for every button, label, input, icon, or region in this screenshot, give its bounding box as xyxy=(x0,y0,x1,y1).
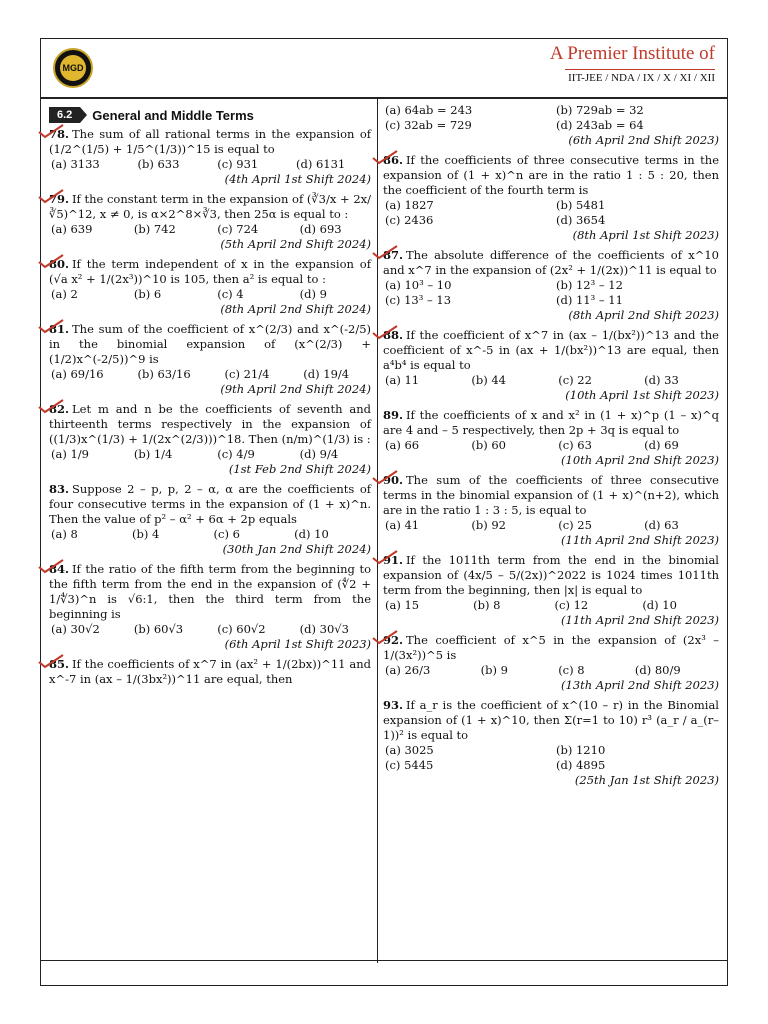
answer-options xyxy=(383,103,719,133)
question-text xyxy=(383,473,719,518)
answer-option: (b) 60 xyxy=(471,438,506,452)
exam-source: (8th April 1st Shift 2023) xyxy=(572,228,719,242)
answer-option: (a) 66 xyxy=(385,438,420,452)
answer-option: (c) 4/9 xyxy=(217,447,255,461)
answer-option: (d) 10 xyxy=(642,598,677,612)
checkmark-icon xyxy=(37,253,65,269)
right-questions xyxy=(383,103,719,788)
question-text xyxy=(383,328,719,373)
section-badge: 6.2 xyxy=(49,107,80,123)
answer-option: (c) 21/4 xyxy=(224,367,270,381)
answer-option: (a) 30√2 xyxy=(51,622,100,636)
answer-option: (a) 2 xyxy=(51,287,78,301)
answer-option: (d) 4895 xyxy=(556,758,606,772)
exam-source: (5th April 2nd Shift 2024) xyxy=(220,237,371,251)
question-number: 83. xyxy=(49,482,70,496)
answer-option: (a) 15 xyxy=(385,598,420,612)
exam-source: (10th April 2nd Shift 2023) xyxy=(561,453,719,467)
answer-options xyxy=(49,367,371,382)
answer-options xyxy=(383,373,719,388)
answer-option: (d) 243ab = 64 xyxy=(556,118,644,132)
answer-options xyxy=(49,527,371,542)
question-number: 91. xyxy=(383,553,404,567)
answer-options xyxy=(49,447,371,462)
question-number: 86. xyxy=(383,153,404,167)
question-body: The sum of the coefficient of x^(2/3) and x^(-2/5) in the binomial expansion of (x^(2/3) + (1/2)x^(-2/5))^9 is xyxy=(49,322,371,366)
answer-option: (c) 8 xyxy=(558,663,585,677)
exam-source: (6th April 2nd Shift 2023) xyxy=(568,133,719,147)
exam-source: (6th April 1st Shift 2023) xyxy=(224,637,371,651)
answer-option: (a) 1827 xyxy=(385,198,434,212)
answer-option: (c) 2436 xyxy=(385,213,434,227)
question-number: 88. xyxy=(383,328,404,342)
question-number: 82. xyxy=(49,402,70,416)
answer-option: (b) 92 xyxy=(471,518,506,532)
answer-option: (d) 69 xyxy=(644,438,679,452)
question xyxy=(383,698,719,788)
question-text xyxy=(383,698,719,743)
answer-option: (d) 693 xyxy=(299,222,342,236)
exam-source: (8th April 2nd Shift 2023) xyxy=(568,308,719,322)
question-number: 78. xyxy=(49,127,70,141)
answer-options xyxy=(383,438,719,453)
answer-options xyxy=(383,743,719,773)
question-text xyxy=(49,322,371,367)
exam-source: (1st Feb 2nd Shift 2024) xyxy=(228,462,371,476)
answer-option: (b) 1/4 xyxy=(133,447,173,461)
question xyxy=(49,482,371,557)
answer-option: (b) 9 xyxy=(480,663,508,677)
question-body: If the 1011th term from the end in the binomial expansion of (4x/5 – 5/(2x))^2022 is 1024 times 1011th term from the beginning, then |x| is equal to xyxy=(383,553,719,597)
question-body: Suppose 2 – p, p, 2 – α, α are the coefficients of four consecutive terms in the expansion of (1 + x)^n. Then the value of p² – α² + 6α + 2p equals xyxy=(49,482,371,526)
question-number: 80. xyxy=(49,257,70,271)
answer-option: (c) 13³ – 13 xyxy=(385,293,452,307)
answer-options xyxy=(383,518,719,533)
question xyxy=(49,127,371,187)
section-heading xyxy=(49,107,371,123)
question xyxy=(49,562,371,652)
question xyxy=(383,633,719,693)
answer-option: (b) 4 xyxy=(132,527,160,541)
answer-options xyxy=(383,663,719,678)
question-body: If the coefficients of x^7 in (ax² + 1/(2bx))^11 and x^-7 in (ax – 1/(3bx²))^11 are equal, then xyxy=(49,657,371,686)
question xyxy=(49,402,371,477)
answer-option: (a) 3133 xyxy=(51,157,100,171)
question-body: Let m and n be the coefficients of seventh and thirteenth terms respectively in the expansion of ((1/3)x^(1/3) + 1/(2x^(2/3)))^18. Then (n/m)^(1/3) is : xyxy=(49,402,371,446)
exam-source: (8th April 2nd Shift 2024) xyxy=(220,302,371,316)
logo-text: MGD xyxy=(62,63,84,73)
checkmark-icon xyxy=(371,149,399,165)
right-column xyxy=(383,103,719,793)
footer-rule xyxy=(41,960,727,961)
question-number: 79. xyxy=(49,192,70,206)
checkmark-icon xyxy=(371,324,399,340)
question-text xyxy=(49,257,371,287)
question-text xyxy=(383,633,719,663)
question-body: If the coefficients of x and x² in (1 + x)^p (1 – x)^q are 4 and – 5 respectively, then 2p + 3q is equal to xyxy=(383,408,719,437)
checkmark-icon xyxy=(37,653,65,669)
answer-option: (d) 80/9 xyxy=(634,663,681,677)
question-text xyxy=(49,562,371,622)
exam-source: (30th Jan 2nd Shift 2024) xyxy=(222,542,371,556)
answer-option: (d) 30√3 xyxy=(299,622,349,636)
column-divider xyxy=(377,97,378,963)
checkmark-icon xyxy=(37,398,65,414)
answer-option: (d) 19/4 xyxy=(303,367,350,381)
answer-option: (b) 6 xyxy=(133,287,162,301)
answer-options xyxy=(383,278,719,308)
question xyxy=(383,408,719,468)
answer-option: (c) 6 xyxy=(213,527,240,541)
question-number: 87. xyxy=(383,248,404,262)
answer-option: (a) 3025 xyxy=(385,743,434,757)
answer-option: (b) 63/16 xyxy=(137,367,191,381)
answer-option: (d) 63 xyxy=(644,518,679,532)
question xyxy=(49,257,371,317)
institute-courses: IIT-JEE / NDA / IX / X / XI / XII xyxy=(568,72,715,84)
answer-option: (a) 41 xyxy=(385,518,420,532)
question-body: The coefficient of x^5 in the expansion of (2x³ – 1/(3x²))^5 is xyxy=(383,633,719,662)
answer-option: (d) 33 xyxy=(644,373,679,387)
question-text xyxy=(383,553,719,598)
answer-options xyxy=(49,157,371,172)
answer-option: (d) 11³ – 11 xyxy=(556,293,623,307)
answer-option: (c) 5445 xyxy=(385,758,434,772)
section-title: General and Middle Terms xyxy=(92,107,254,123)
exam-source: (11th April 2nd Shift 2023) xyxy=(561,613,719,627)
question-number: 92. xyxy=(383,633,404,647)
answer-option: (a) 639 xyxy=(51,222,93,236)
answer-option: (d) 10 xyxy=(294,527,329,541)
left-column xyxy=(49,103,371,692)
answer-option: (c) 60√2 xyxy=(217,622,266,636)
answer-option: (b) 8 xyxy=(473,598,501,612)
question xyxy=(383,473,719,548)
answer-option: (a) 1/9 xyxy=(51,447,89,461)
exam-source: (9th April 2nd Shift 2024) xyxy=(220,382,371,396)
exam-source: (25th Jan 1st Shift 2023) xyxy=(574,773,719,787)
left-questions xyxy=(49,127,371,687)
question xyxy=(49,322,371,397)
checkmark-icon xyxy=(371,629,399,645)
checkmark-icon xyxy=(371,244,399,260)
answer-option: (d) 3654 xyxy=(556,213,606,227)
question-number: 89. xyxy=(383,408,404,422)
checkmark-icon xyxy=(371,549,399,565)
question xyxy=(383,153,719,243)
question-text xyxy=(383,153,719,198)
answer-option: (c) 25 xyxy=(558,518,592,532)
question-text xyxy=(383,248,719,278)
page-header xyxy=(41,39,727,99)
answer-option: (b) 44 xyxy=(471,373,506,387)
checkmark-icon xyxy=(371,469,399,485)
question-text xyxy=(49,127,371,157)
question-body: If the term independent of x in the expansion of (√a x² + 1/(2x³))^10 is 105, then a² is equal to : xyxy=(49,257,371,286)
answer-option: (c) 12 xyxy=(554,598,589,612)
question-body: If the coefficient of x^7 in (ax – 1/(bx²))^13 and the coefficient of x^-5 in (ax + 1/(bx²))^13 are equal, then a⁴b⁴ is equal to xyxy=(383,328,719,372)
question xyxy=(383,248,719,323)
exam-source: (10th April 1st Shift 2023) xyxy=(565,388,719,402)
answer-option: (c) 63 xyxy=(558,438,592,452)
answer-option: (a) 10³ – 10 xyxy=(385,278,452,292)
checkmark-icon xyxy=(37,318,65,334)
answer-option: (d) 9 xyxy=(299,287,327,301)
question xyxy=(49,192,371,252)
answer-option: (c) 22 xyxy=(558,373,592,387)
question-number: 85. xyxy=(49,657,70,671)
answer-option: (c) 32ab = 729 xyxy=(385,118,472,132)
question-text xyxy=(49,192,371,222)
answer-options xyxy=(49,287,371,302)
question xyxy=(383,328,719,403)
answer-option: (a) 11 xyxy=(385,373,420,387)
answer-option: (b) 5481 xyxy=(556,198,606,212)
answer-option: (b) 60√3 xyxy=(133,622,184,636)
answer-option: (b) 742 xyxy=(133,222,176,236)
exam-source: (4th April 1st Shift 2024) xyxy=(224,172,371,186)
answer-option: (a) 69/16 xyxy=(51,367,104,381)
question-number: 93. xyxy=(383,698,404,712)
checkmark-icon xyxy=(37,558,65,574)
question-text xyxy=(49,482,371,527)
answer-option: (c) 4 xyxy=(217,287,244,301)
answer-options xyxy=(383,598,719,613)
logo-emblem xyxy=(60,55,86,81)
question-body: The absolute difference of the coefficients of x^10 and x^7 in the expansion of (2x² + 1/(2x))^11 is equal to xyxy=(383,248,719,277)
answer-option: (a) 64ab = 243 xyxy=(385,103,473,117)
question xyxy=(49,657,371,687)
answer-option: (b) 12³ – 12 xyxy=(556,278,623,292)
question-number: 90. xyxy=(383,473,404,487)
question-text xyxy=(49,402,371,447)
answer-options xyxy=(383,198,719,228)
question-text xyxy=(383,408,719,438)
header-rule xyxy=(565,69,715,70)
answer-option: (d) 6131 xyxy=(295,157,346,171)
answer-options xyxy=(49,622,371,637)
answer-option: (b) 633 xyxy=(137,157,180,171)
answer-option: (c) 931 xyxy=(217,157,259,171)
answer-option: (a) 26/3 xyxy=(385,663,431,677)
question-body: The sum of the coefficients of three consecutive terms in the binomial expansion of (1 + x)^(n+2), which are in the ratio 1 : 3 : 5, is equal to xyxy=(383,473,719,517)
answer-option: (c) 724 xyxy=(217,222,259,236)
answer-option: (a) 8 xyxy=(51,527,78,541)
answer-options xyxy=(49,222,371,237)
question-body: If the coefficients of three consecutive terms in the expansion of (1 + x)^n are in the ratio 1 : 5 : 20, then the coefficient of the fourth term is xyxy=(383,153,719,197)
question-number: 81. xyxy=(49,322,70,336)
institute-logo xyxy=(53,48,93,88)
question xyxy=(383,553,719,628)
exam-source: (11th April 2nd Shift 2023) xyxy=(561,533,719,547)
question-body: If the ratio of the fifth term from the beginning to the fifth term from the end in the expansion of (∜2 + 1/∜3)^n is √6:1, then the third term from the beginning is xyxy=(49,562,371,621)
checkmark-icon xyxy=(37,188,65,204)
question-body: The sum of all rational terms in the expansion of (1/2^(1/5) + 1/5^(1/3))^15 is equal to xyxy=(49,127,371,156)
exam-source: (13th April 2nd Shift 2023) xyxy=(561,678,719,692)
question-body: If the constant term in the expansion of (∛3/x + 2x/∛5)^12, x ≠ 0, is α×2^8×∛3, then 25α is equal to : xyxy=(49,192,371,221)
question-body: If a_r is the coefficient of x^(10 – r) in the Binomial expansion of (1 + x)^10, then Σ(r=1 to 10) r³ (a_r / a_(r–1))² is equal to xyxy=(383,698,719,742)
answer-option: (b) 729ab = 32 xyxy=(556,103,644,117)
checkmark-icon xyxy=(37,123,65,139)
institute-name: A Premier Institute of xyxy=(549,43,715,64)
page-frame xyxy=(40,38,728,986)
question-number: 84. xyxy=(49,562,70,576)
answer-option: (b) 1210 xyxy=(556,743,606,757)
question-text xyxy=(49,657,371,687)
answer-option: (d) 9/4 xyxy=(299,447,339,461)
question xyxy=(383,103,719,148)
